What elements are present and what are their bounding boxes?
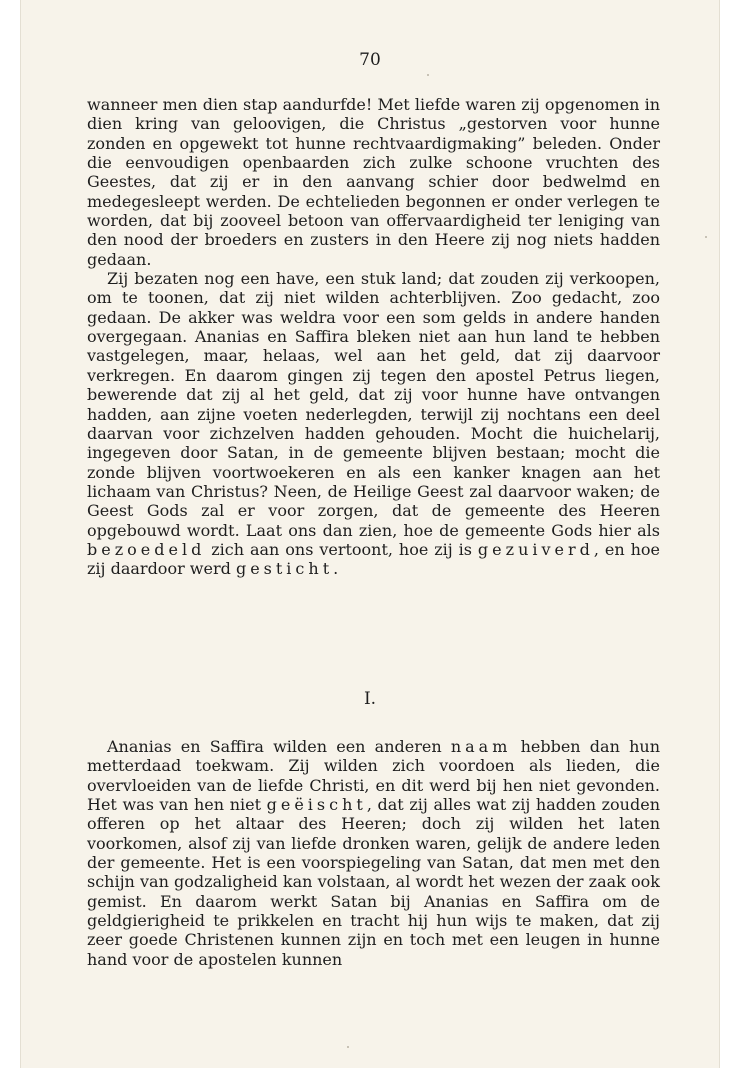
paragraph-3-text-3: , dat zij alles wat zij hadden zouden offeren op het altaar des Heeren; doch zij wilden het laten voorkomen, alsof zij van liefde dronken waren, gelijk de andere leden der gemeente. Het is een voorspiegeling van Satan, dat men met den schijn van godzaligheid kan volstaan, al wordt het wezen der zaak ook gemist. En daarom werkt Satan bij Ananias en Saffira om de geldgierigheid te prikkelen en tracht hij hun wijs te maken, dat zij zeer goede Christenen kunnen zijn en toch met een leugen in hunne hand voor de apostelen kunnen <box>87 795 660 969</box>
paragraph-2 <box>87 269 660 579</box>
section-heading: I. <box>363 689 377 709</box>
emphasis-gezuiverd: gezuiverd <box>477 539 594 559</box>
emphasis-geeischt: geëischt <box>266 795 367 815</box>
paragraph-2-text-3: , en hoe zij daardoor werd <box>87 539 660 579</box>
page-number: 70 <box>359 50 381 70</box>
emphasis-naam: naam <box>450 737 512 756</box>
paragraph-3-text-2: hebben dan hun metterdaad toekwam. Zij wilden zich voordoen als lieden, die overvloeiden van de liefde Christi, en dit werd bij hen niet gevonden. Het was van hen niet <box>87 737 660 815</box>
body-text-bottom <box>87 737 660 969</box>
paragraph-2-text-4: . <box>333 559 339 579</box>
paragraph-2-text-1: Zij bezaten nog een have, een stuk land; dat zouden zij verkoopen, om te toonen, dat zij niet wilden achterblijven. Zoo gedacht, zoo gedaan. De akker was weldra voor een som gelds in andere handen overgegaan. Ananias en Saffira bleken niet aan hun land te hebben vastgelegen, maar, helaas, wel aan het geld, dat zij daarvoor verkregen. En daarom gingen zij tegen den apostel Petrus liegen, bewerende dat zij al het geld, dat zij voor hunne have ontvangen hadden, aan zijne voeten nederlegden, terwijl zij nochtans een deel daarvan voor zichzelven hadden gehouden. Mocht die huichelarij, ingegeven door Satan, in de gemeente blijven bestaan; mocht die zonde blijven voortwoekeren en als een kanker knagen aan het lichaam van Christus? Neen, de Heilige Geest zal daarvoor waken; de Geest Gods zal er voor zorgen, dat de gemeente des Heeren opgebouwd wordt. Laat ons dan zien, hoe de gemeente Gods hier als <box>87 269 660 540</box>
paragraph-1 <box>87 95 660 269</box>
body-text-top <box>87 95 660 579</box>
book-page <box>20 0 720 1068</box>
paper-speck <box>347 1046 349 1048</box>
paragraph-2-text-2: zich aan ons vertoont, hoe zij is <box>205 539 478 559</box>
paragraph-3 <box>87 737 660 969</box>
emphasis-gesticht: gesticht <box>235 559 334 579</box>
paper-speck <box>705 236 707 238</box>
paragraph-3-text-1: Ananias en Saffira wilden een anderen <box>107 737 451 756</box>
paragraph-1-text: wanneer men dien stap aandurfde! Met liefde waren zij opgenomen in dien kring van geloovigen, die Christus „gestorven voor hunne zonden en opgewekt tot hunne rechtvaardigmaking” beleden. Onder die eenvoudigen openbaarden zich zulke schoone vruchten des Geestes, dat zij er in den aanvang schier door bedwelmd en medegesleept werden. De echtelieden begonnen er onder verlegen te worden, dat bij zooveel betoon van offervaardigheid ter leniging van den nood der broeders en zusters in den Heere zij nog niets hadden gedaan. <box>87 95 660 269</box>
emphasis-bezoedeld: bezoedeld <box>87 539 206 559</box>
paper-speck <box>427 74 429 76</box>
